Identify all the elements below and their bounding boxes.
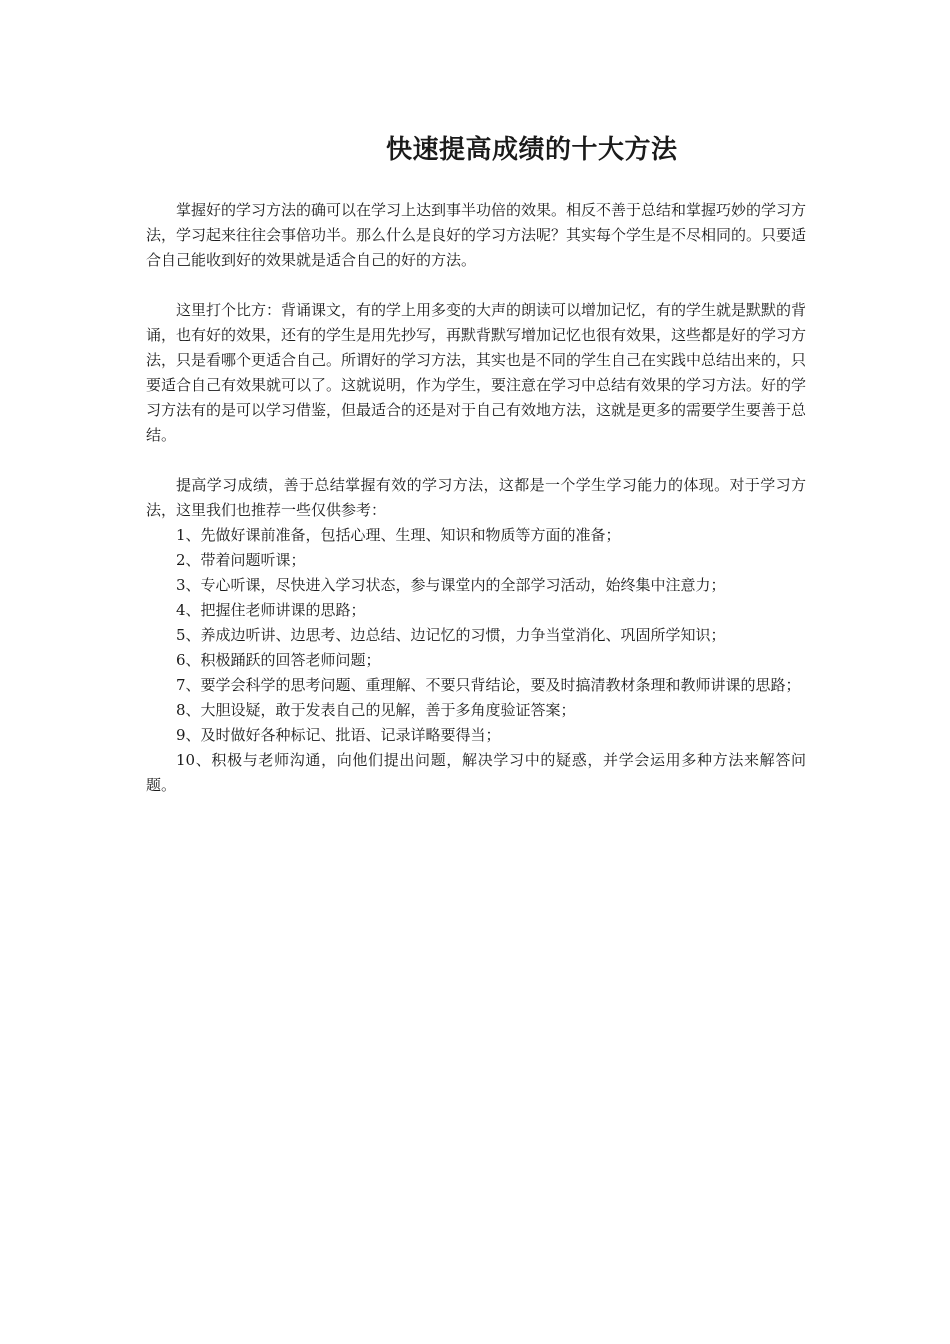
list-item: 6、积极踊跃的回答老师问题； xyxy=(176,651,381,669)
method-list xyxy=(146,523,806,798)
list-item: 1、先做好课前准备，包括心理、生理、知识和物质等方面的准备； xyxy=(176,526,621,544)
document-title: 快速提高成绩的十大方法 xyxy=(386,135,678,165)
list-item: 10、积极与老师沟通，向他们提出问题，解决学习中的疑惑，并学会运用多种方法来解答问题。 xyxy=(146,751,806,794)
document-body xyxy=(146,198,806,798)
example-paragraph: 这里打个比方：背诵课文，有的学上用多变的大声的朗读可以增加记忆，有的学生就是默默的背诵，也有好的效果，还有的学生是用先抄写，再默背默写增加记忆也很有效果，这些都是好的学习方法，只是看哪个更适合自己。所谓好的学习方法，其实也是不同的学生自己在实践中总结出来的，只要适合自己有效果就可以了。这就说明，作为学生，要注意在学习中总结有效果的学习方法。好的学习方法有的是可以学习借鉴，但最适合的还是对于自己有效地方法，这就是更多的需要学生要善于总结。 xyxy=(146,301,807,444)
recommendation-paragraph: 提高学习成绩，善于总结掌握有效的学习方法，这都是一个学生学习能力的体现。对于学习方法，这里我们也推荐一些仅供参考： xyxy=(146,476,806,519)
list-item: 4、把握住老师讲课的思路； xyxy=(176,601,366,619)
list-item: 2、带着问题听课； xyxy=(176,551,306,569)
list-item: 3、专心听课，尽快进入学习状态，参与课堂内的全部学习活动，始终集中注意力； xyxy=(176,576,726,594)
list-item: 7、要学会科学的思考问题、重理解、不要只背结论，要及时搞清教材条理和教师讲课的思路； xyxy=(176,676,801,694)
intro-paragraph: 掌握好的学习方法的确可以在学习上达到事半功倍的效果。相反不善于总结和掌握巧妙的学习方法，学习起来往往会事倍功半。那么什么是良好的学习方法呢？其实每个学生是不尽相同的。只要适合自己能收到好的效果就是适合自己的好的方法。 xyxy=(146,201,807,269)
list-item: 5、养成边听讲、边思考、边总结、边记忆的习惯，力争当堂消化、巩固所学知识； xyxy=(176,626,726,644)
list-item: 8、大胆设疑，敢于发表自己的见解，善于多角度验证答案； xyxy=(176,701,576,719)
list-item: 9、及时做好各种标记、批语、记录详略要得当； xyxy=(176,726,501,744)
